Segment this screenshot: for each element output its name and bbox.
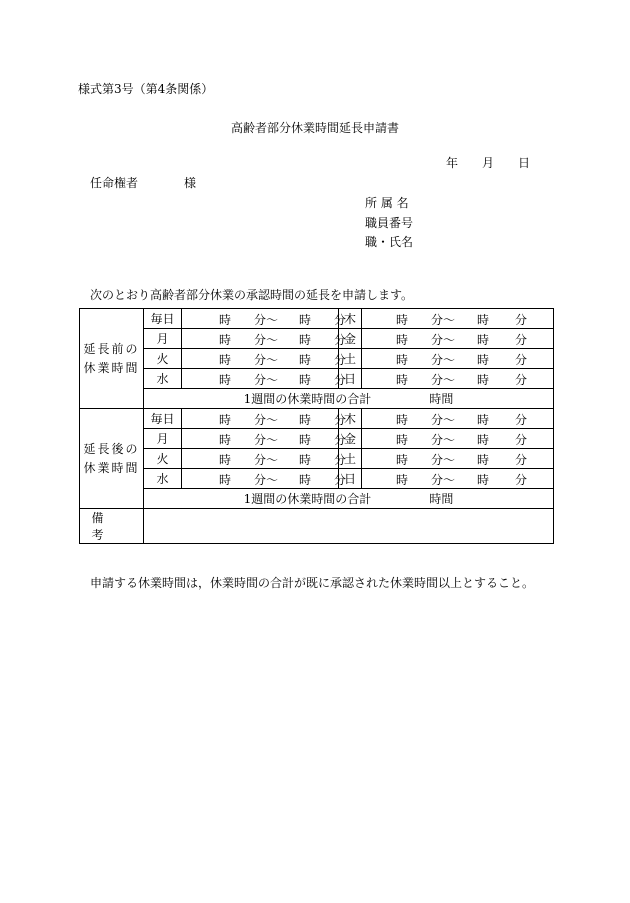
- weekly-total-row: [80, 489, 554, 509]
- end-hour-unit: 時: [299, 433, 312, 447]
- day-label: 木: [339, 309, 362, 329]
- weekly-total-row: [80, 389, 554, 409]
- day-label: 金: [339, 429, 362, 449]
- start-minute-unit: 分～: [254, 413, 279, 427]
- date-month: 月: [482, 156, 495, 170]
- end-hour-unit: 時: [477, 333, 490, 347]
- start-minute-unit: 分～: [254, 313, 279, 327]
- start-hour-unit: 時: [396, 373, 409, 387]
- start-minute-unit: 分～: [254, 473, 279, 487]
- table-row: [80, 329, 554, 349]
- day-label: 月: [144, 429, 182, 449]
- remarks-row: [80, 509, 554, 544]
- start-minute-unit: 分～: [431, 433, 456, 447]
- date-line: [446, 154, 530, 171]
- day-label: 月: [144, 329, 182, 349]
- table-row: [80, 309, 554, 329]
- note-text: 申請する休業時間は，休業時間の合計が既に承認された休業時間以上とすること。: [90, 576, 535, 590]
- day-label: 水: [144, 369, 182, 389]
- table-row: [80, 469, 554, 489]
- table-row: [80, 349, 554, 369]
- remarks-field[interactable]: [144, 509, 554, 544]
- start-hour-unit: 時: [219, 413, 232, 427]
- end-hour-unit: 時: [477, 413, 490, 427]
- time-range-cell[interactable]: [362, 469, 554, 489]
- remarks-label: 備考: [80, 509, 144, 544]
- weekly-total-label: 1週間の休業時間の合計: [243, 392, 372, 406]
- start-minute-unit: 分～: [431, 413, 456, 427]
- end-minute-unit: 分: [515, 313, 528, 327]
- date-day: 日: [518, 156, 531, 170]
- end-minute-unit: 分: [515, 373, 528, 387]
- end-hour-unit: 時: [299, 333, 312, 347]
- weekly-total-unit: 時間: [429, 392, 454, 406]
- end-minute-unit: 分: [334, 433, 347, 447]
- start-minute-unit: 分～: [431, 313, 456, 327]
- day-label: 毎日: [144, 309, 182, 329]
- start-hour-unit: 時: [219, 453, 232, 467]
- intro-text: 次のとおり高齢者部分休業の承認時間の延長を申請します。: [90, 288, 414, 302]
- section-label-line2: 休業時間: [83, 460, 140, 475]
- end-minute-unit: 分: [515, 453, 528, 467]
- appointer-suffix: 様: [184, 176, 197, 190]
- start-hour-unit: 時: [396, 433, 409, 447]
- end-hour-unit: 時: [477, 313, 490, 327]
- end-hour-unit: 時: [477, 453, 490, 467]
- start-minute-unit: 分～: [431, 373, 456, 387]
- day-label: 土: [339, 449, 362, 469]
- start-minute-unit: 分～: [254, 433, 279, 447]
- end-hour-unit: 時: [299, 413, 312, 427]
- weekly-total-cell[interactable]: [144, 389, 554, 409]
- end-minute-unit: 分: [515, 413, 528, 427]
- end-hour-unit: 時: [477, 353, 490, 367]
- end-minute-unit: 分: [334, 353, 347, 367]
- table-row: [80, 449, 554, 469]
- time-range-cell[interactable]: [182, 429, 347, 449]
- leave-time-table: [79, 308, 554, 544]
- start-minute-unit: 分～: [254, 453, 279, 467]
- day-label: 日: [339, 469, 362, 489]
- start-minute-unit: 分～: [254, 373, 279, 387]
- end-hour-unit: 時: [299, 453, 312, 467]
- day-label: 水: [144, 469, 182, 489]
- end-minute-unit: 分: [334, 413, 347, 427]
- end-minute-unit: 分: [515, 353, 528, 367]
- start-hour-unit: 時: [219, 473, 232, 487]
- end-hour-unit: 時: [299, 473, 312, 487]
- time-range-cell[interactable]: [182, 409, 347, 429]
- start-hour-unit: 時: [219, 373, 232, 387]
- time-range-cell[interactable]: [182, 329, 347, 349]
- time-range-cell[interactable]: [182, 309, 347, 329]
- table-row: [80, 409, 554, 429]
- start-minute-unit: 分～: [254, 353, 279, 367]
- section-label-line2: 休業時間: [83, 360, 140, 375]
- time-range-cell[interactable]: [182, 369, 347, 389]
- day-label: 日: [339, 369, 362, 389]
- start-minute-unit: 分～: [431, 453, 456, 467]
- end-minute-unit: 分: [334, 473, 347, 487]
- end-hour-unit: 時: [477, 473, 490, 487]
- start-hour-unit: 時: [219, 313, 232, 327]
- table-row: [80, 429, 554, 449]
- start-minute-unit: 分～: [431, 333, 456, 347]
- affiliation-label: 所 属 名: [365, 196, 409, 210]
- day-label: 土: [339, 349, 362, 369]
- section-label: [80, 409, 144, 509]
- start-minute-unit: 分～: [431, 353, 456, 367]
- end-hour-unit: 時: [299, 373, 312, 387]
- position-name-label: 職・氏名: [365, 235, 414, 249]
- start-hour-unit: 時: [396, 413, 409, 427]
- end-minute-unit: 分: [334, 333, 347, 347]
- end-hour-unit: 時: [477, 373, 490, 387]
- end-minute-unit: 分: [334, 453, 347, 467]
- start-hour-unit: 時: [396, 453, 409, 467]
- end-hour-unit: 時: [299, 353, 312, 367]
- start-hour-unit: 時: [396, 353, 409, 367]
- applicant-block: [365, 194, 413, 253]
- staff-number-label: 職員番号: [365, 215, 414, 230]
- day-label: 火: [144, 449, 182, 469]
- weekly-total-cell[interactable]: [144, 489, 554, 509]
- document-title: 高齢者部分休業時間延長申請書: [230, 121, 399, 135]
- end-minute-unit: 分: [515, 473, 528, 487]
- start-minute-unit: 分～: [254, 333, 279, 347]
- weekly-total-unit: 時間: [429, 492, 454, 506]
- time-range-cell[interactable]: [362, 429, 554, 449]
- time-range-cell[interactable]: [362, 409, 554, 429]
- time-range-cell[interactable]: [182, 469, 347, 489]
- time-range-cell[interactable]: [182, 349, 347, 369]
- day-label: 毎日: [144, 409, 182, 429]
- start-hour-unit: 時: [396, 313, 409, 327]
- start-hour-unit: 時: [219, 333, 232, 347]
- start-hour-unit: 時: [396, 333, 409, 347]
- start-hour-unit: 時: [219, 433, 232, 447]
- time-range-cell[interactable]: [362, 309, 554, 329]
- end-minute-unit: 分: [334, 373, 347, 387]
- start-hour-unit: 時: [396, 473, 409, 487]
- time-range-cell[interactable]: [362, 349, 554, 369]
- day-label: 木: [339, 409, 362, 429]
- time-range-cell[interactable]: [362, 449, 554, 469]
- day-label: 火: [144, 349, 182, 369]
- time-range-cell[interactable]: [182, 449, 347, 469]
- day-label: 金: [339, 329, 362, 349]
- appointer-line: [90, 174, 196, 191]
- date-year: 年: [446, 156, 459, 170]
- end-minute-unit: 分: [515, 433, 528, 447]
- start-hour-unit: 時: [219, 353, 232, 367]
- end-minute-unit: 分: [515, 333, 528, 347]
- appointer-label: 任命権者: [90, 176, 139, 190]
- start-minute-unit: 分～: [431, 473, 456, 487]
- section-label: [80, 309, 144, 409]
- end-hour-unit: 時: [299, 313, 312, 327]
- end-minute-unit: 分: [334, 313, 347, 327]
- table-row: [80, 369, 554, 389]
- section-label-line1: 延長後の: [83, 441, 140, 456]
- time-range-cell[interactable]: [362, 329, 554, 349]
- weekly-total-label: 1週間の休業時間の合計: [243, 492, 372, 506]
- section-label-line1: 延長前の: [83, 341, 140, 356]
- form-number: 様式第3号（第4条関係）: [78, 82, 214, 96]
- end-hour-unit: 時: [477, 433, 490, 447]
- time-range-cell[interactable]: [362, 369, 554, 389]
